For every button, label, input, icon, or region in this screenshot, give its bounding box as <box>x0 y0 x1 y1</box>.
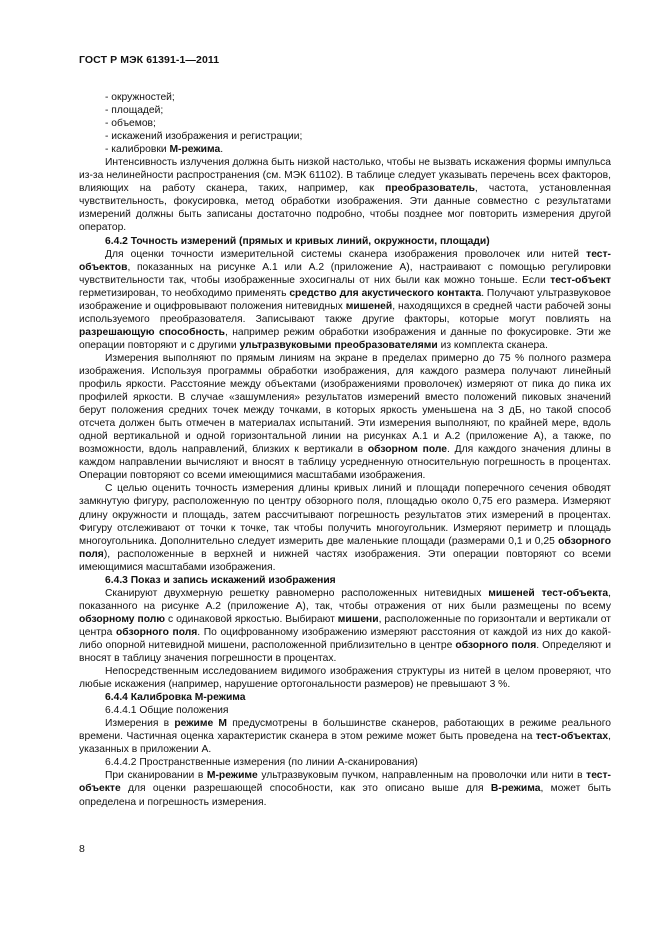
document-body <box>79 91 611 809</box>
list-item: - объемов; <box>105 118 156 130</box>
document-header: ГОСТ Р МЭК 61391-1—2011 <box>79 54 220 66</box>
section-heading-6-4-3: 6.4.3 Показ и запись искажений изображения <box>105 574 336 586</box>
paragraph-6-4-4-2: При сканировании в М-режиме ультразвуковым пучком, направленным на проволочки или нити в тест-объекте для оценки разрешающей способности, как это описано выше для В-режима, может быть определена и погрешность измерения. <box>79 770 611 808</box>
list-item: - площадей; <box>105 105 164 117</box>
list-item: - окружностей; <box>105 92 175 103</box>
list-item: - калибровки М-режима. <box>105 144 224 156</box>
paragraph-6-4-4-1: Измерения в режиме М предусмотрены в большинстве сканеров, работающих в режиме реального времени. Частичная оценка характеристик сканера в этом режиме может быть проведена на тест-объектах, указанных в приложении А. <box>79 718 611 756</box>
paragraph-6-4-3-b: Непосредственным исследованием видимого изображения структуры из нитей в целом проверяют, что любые искажения (например, нарушение ортогональности размеров) не превышают 3 %. <box>79 666 611 691</box>
paragraph-intensity: Интенсивность излучения должна быть низкой настолько, чтобы не вызвать искажения формы импульса из-за нелинейности распространения (см. МЭК 61102). В таблице следует указывать перечень всех факторов, влияющих на работу сканера, таких, например, как преобразователь, частота, установленная чувствительность, фокусировка, метод обработки изображения. Эти данные совместно с результатами измерений должны быть записаны достаточно подробно, чтобы позднее мог повторить измерения другой оператор. <box>79 157 611 234</box>
paragraph-6-4-3-a: Сканируют двухмерную решетку равномерно расположенных нитевидных мишеней тест-объекта, показанного на рисунке А.2 (приложение А), так, чтобы отражения от них были размещены по всему обзорному полю с одинаковой яркостью. Выбирают мишени, расположенные по горизонтали и вертикали от центра обзорного поля. По оцифрованному изображению измеряют расстояния от каждой из них до какой-либо опорной нитевидной мишени, расположенной приблизительно в центре обзорного поля. Определяют и вносят в таблицу значения погрешности в процентах. <box>79 587 611 665</box>
paragraph-6-4-2-c: С целью оценить точность измерения длины кривых линий и площади поперечного сечения обводят замкнутую фигуру, расположенную по центру обзорного поля, площадью около 0,75 его размера. Измеряют длину окружности и площадь, затем рассчитывают погрешность результатов этих измерений в процентах. Фигуру отслеживают от точки к точке, так чтобы получить многоугольник. Измеряют периметр и площадь многоугольника. Дополнительно следует измерить две маленькие площади (размерами 0,1 и 0,25 обзорного поля), расположенные в верхней и нижней частях изображения. Эти операции повторяют со всеми имеющимися масштабами изображения. <box>79 483 611 573</box>
page-number: 8 <box>79 843 85 855</box>
subsection-heading-6-4-4-1: 6.4.4.1 Общие положения <box>105 705 229 717</box>
section-heading-6-4-2: 6.4.2 Точность измерений (прямых и кривых линий, окружности, площади) <box>105 235 490 247</box>
paragraph-6-4-2-a: Для оценки точности измерительной системы сканера изображения проволочек или нитей тест-объектов, показанных на рисунке А.1 или А.2 (приложение А), настраивают с помощью регулировки чувствительности так, чтобы изображенные эхосигналы от них были как можно тоньше. Если тест-объект герметизирован, то необходимо применять средство для акустического контакта. Получают ультразвуковое изображение и оцифровывают положения нитевидных мишеней, находящихся в средней части рабочей зоны используемого преобразователя. Записывают также другие факторы, которые могут повлиять на разрешающую способность, например режим обработки изображения и данные по фокусировке. Эти же операции повторяют и с другими ультразвуковыми преобразователями из комплекта сканера. <box>79 248 611 351</box>
list-item: - искажений изображения и регистрации; <box>105 131 303 143</box>
subsection-heading-6-4-4-2: 6.4.4.2 Пространственные измерения (по линии А-сканирования) <box>105 757 418 769</box>
section-heading-6-4-4: 6.4.4 Калибровка М-режима <box>105 692 246 704</box>
paragraph-6-4-2-b: Измерения выполняют по прямым линиям на экране в пределах примерно до 75 % полного размера изображения. Используя программы обработки изображения, для каждого размера получают линейный профиль яркости. Расстояние между объектами (изображениями проволочек) измеряют от пика до пика их профилей яркости. В случае «зашумления» результатов измерений вместо положений пиковых значений берут положения средних точек между точками, в которых яркость уменьшена на 3 дБ, но такой способ отсчета должен быть отмечен в материалах испытаний. Эти измерения выполняют, по крайней мере, вдоль одной вертикальной и одной горизонтальной линии на рисунках А.1 и А.2 (приложение А), а также, по возможности, вдоль направлений, близких к вертикали в обзорном поле. Для каждого значения длины в каждом направлении вычисляют и вносят в таблицу усредненную относительную погрешность в процентах. Операции повторяют со всеми имеющимися масштабами изображения. <box>79 352 611 482</box>
